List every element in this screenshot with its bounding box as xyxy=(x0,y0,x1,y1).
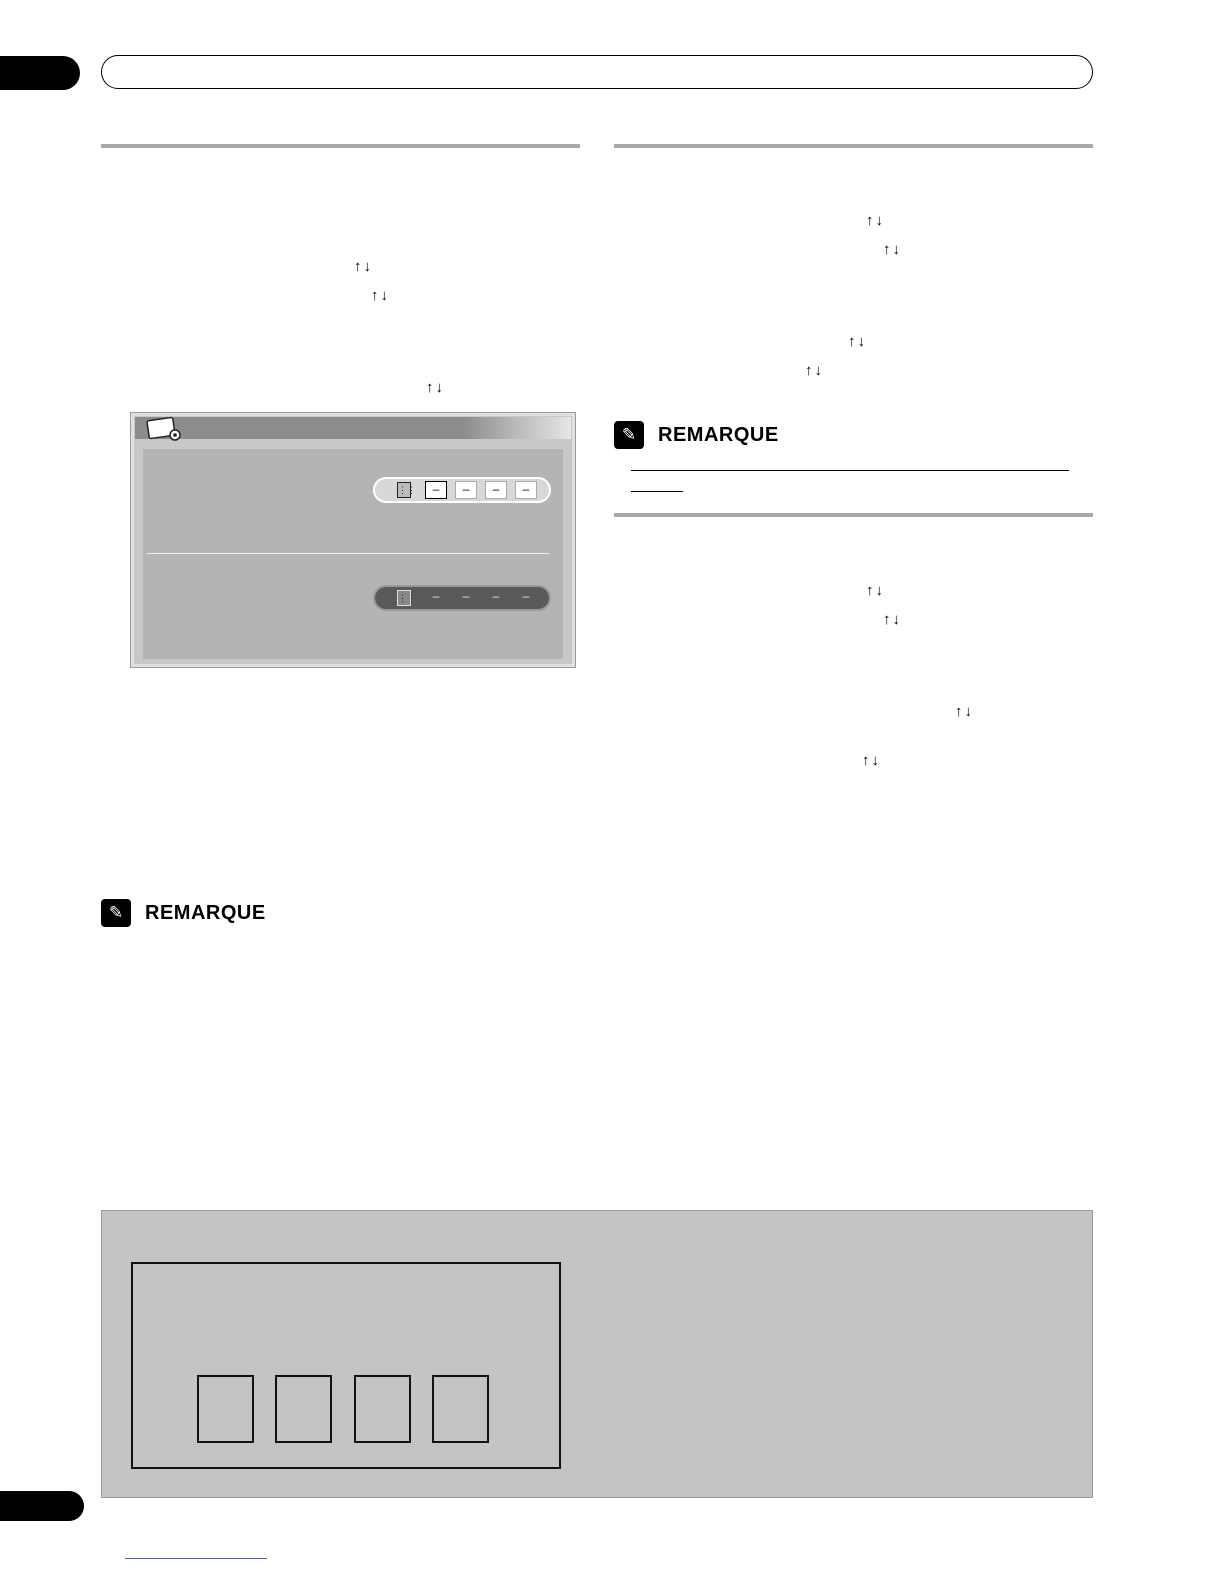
note-label: REMARQUE xyxy=(145,901,266,924)
up-down-arrows-icon: ↑↓ xyxy=(866,582,885,599)
code-digit: – xyxy=(455,481,477,499)
code-write-box xyxy=(275,1375,332,1443)
up-down-arrows-icon: ↑↓ xyxy=(883,611,902,628)
code-write-box xyxy=(354,1375,411,1443)
chapter-tab xyxy=(0,56,80,90)
code-digit: – xyxy=(492,589,500,603)
memo-panel xyxy=(101,1210,1093,1498)
code-write-box xyxy=(197,1375,254,1443)
code-confirm-field xyxy=(373,585,551,611)
code-digit: – xyxy=(485,481,507,499)
up-down-arrows-icon: ↑↓ xyxy=(426,379,445,396)
tv-settings-icon xyxy=(145,415,185,443)
section-rule-right-1 xyxy=(614,144,1093,148)
code-digit: – xyxy=(425,481,447,499)
pencil-icon: ✎ xyxy=(101,899,131,927)
up-down-arrows-icon: ↑↓ xyxy=(354,258,373,275)
up-down-arrows-icon: ↑↓ xyxy=(866,212,885,229)
code-write-box xyxy=(432,1375,489,1443)
osd-body xyxy=(143,449,563,659)
code-digit: – xyxy=(432,589,440,603)
code-digit: – xyxy=(462,589,470,603)
osd-divider xyxy=(147,553,549,554)
section-rule-left xyxy=(101,144,580,148)
note-underline xyxy=(631,470,1069,471)
note-heading-left xyxy=(101,899,266,927)
code-digit: – xyxy=(515,481,537,499)
header-bar xyxy=(101,55,1093,89)
up-down-arrows-icon: ↑↓ xyxy=(848,333,867,350)
code-entry-field xyxy=(373,477,551,503)
code-digit: – xyxy=(522,589,530,603)
note-underline xyxy=(631,491,683,492)
note-label: REMARQUE xyxy=(658,423,779,446)
pencil-icon: ✎ xyxy=(614,421,644,449)
page-number-tab xyxy=(0,1491,84,1521)
up-down-arrows-icon: ↑↓ xyxy=(883,241,902,258)
note-heading-right xyxy=(614,421,779,449)
section-rule-right-2 xyxy=(614,513,1093,517)
footer-link-underline xyxy=(125,1558,267,1559)
up-down-arrows-icon: ↑↓ xyxy=(955,703,974,720)
memo-box xyxy=(131,1262,561,1469)
up-down-arrows-icon: ↑↓ xyxy=(805,362,824,379)
osd-screen-illustration xyxy=(130,412,576,668)
keypad-icon: ⋮⋮ xyxy=(397,482,411,498)
up-down-arrows-icon: ↑↓ xyxy=(862,752,881,769)
keypad-icon: ⋮⋮ xyxy=(397,590,411,606)
up-down-arrows-icon: ↑↓ xyxy=(371,287,390,304)
osd-title-bar xyxy=(135,417,571,439)
